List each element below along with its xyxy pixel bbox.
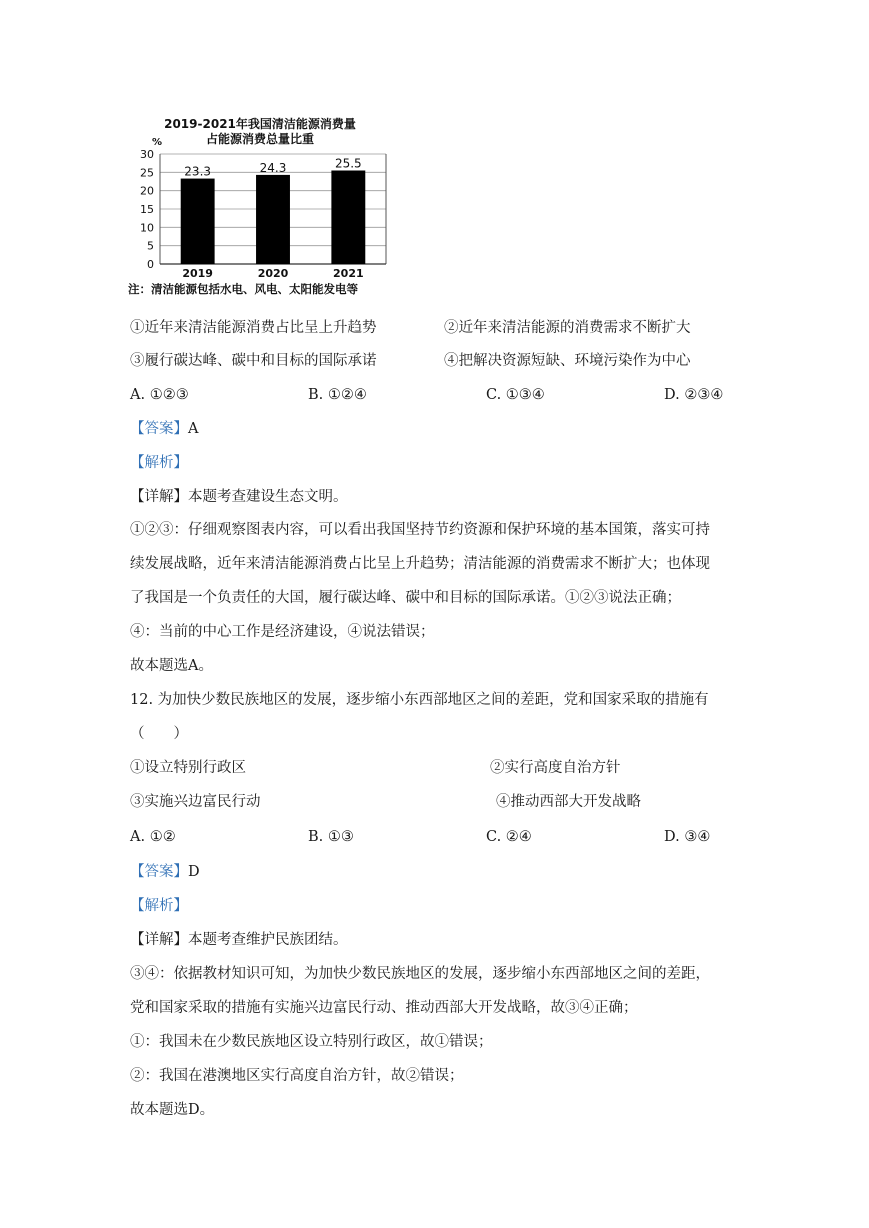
x-tick-label-2020: 2020 — [257, 267, 289, 280]
q12-paren: （ ） — [130, 726, 188, 742]
q11-answer — [130, 419, 198, 439]
y-tick-label: 25 — [140, 166, 154, 180]
q11-expl-4: ④：当前的中心工作是经济建设，④说法错误； — [130, 624, 435, 640]
q12-option-3: ③实施兴边富民行动 — [130, 794, 261, 810]
data-label-2021: 25.5 — [334, 156, 362, 171]
q11-option-2: ②近年来清洁能源的消费需求不断扩大 — [444, 320, 691, 336]
x-tick-label-2021: 2021 — [333, 267, 364, 280]
x-tick-label-2019: 2019 — [182, 267, 213, 280]
q12-stem: 12. 为加快少数民族地区的发展，逐步缩小东西部地区之间的差距，党和国家采取的措施有 — [130, 692, 709, 708]
q12-analysis-tag: 【解析】 — [130, 898, 188, 914]
chart-y-unit: % — [152, 137, 163, 148]
q11-choice-d: D. ②③④ — [664, 387, 724, 403]
y-tick-label: 20 — [140, 184, 154, 198]
q11-choice-a: A. ①②③ — [130, 387, 189, 403]
q12-expl-2: 党和国家采取的措施有实施兴边富民行动、推动西部大开发战略，故③④正确； — [130, 1000, 638, 1016]
data-label-2020: 24.3 — [259, 160, 287, 175]
chart-note: 注：清洁能源包括水电、风电、太阳能发电等 — [128, 282, 358, 296]
q11-option-1: ①近年来清洁能源消费占比呈上升趋势 — [130, 320, 377, 336]
q11-expl-2: 续发展战略，近年来清洁能源消费占比呈上升趋势；清洁能源的消费需求不断扩大；也体现 — [130, 556, 710, 572]
chart-x-ticks — [182, 267, 363, 280]
q12-option-4: ④推动西部大开发战略 — [496, 794, 641, 810]
chart-bars — [181, 171, 366, 265]
q12-option-1: ①设立特别行政区 — [130, 760, 246, 776]
answer-value: A — [188, 421, 199, 437]
q12-detail: 【详解】本题考查维护民族团结。 — [130, 932, 348, 948]
q12-expl-1: ③④：依据教材知识可知，为加快少数民族地区的发展，逐步缩小东西部地区之间的差距， — [130, 966, 710, 982]
y-tick-label: 15 — [140, 203, 154, 216]
q11-expl-3: 了我国是一个负责任的大国，履行碳达峰、碳中和目标的国际承诺。①②③说法正确； — [130, 590, 681, 606]
q12-expl-5: 故本题选D。 — [130, 1102, 215, 1118]
q12-choice-c: C. ②④ — [486, 829, 532, 845]
q11-option-3: ③履行碳达峰、碳中和目标的国际承诺 — [130, 353, 377, 369]
y-tick-label: 5 — [147, 239, 154, 253]
answer-value: D — [188, 864, 200, 880]
q12-answer — [130, 862, 200, 882]
chart-y-ticks — [140, 148, 154, 271]
q12-option-2: ②实行高度自治方针 — [490, 760, 621, 776]
q12-expl-3: ①：我国未在少数民族地区设立特别行政区，故①错误； — [130, 1034, 493, 1050]
bar-2019 — [181, 179, 215, 264]
q11-choice-c: C. ①③④ — [486, 387, 545, 403]
y-tick-label: 10 — [140, 221, 154, 235]
chart-subtitle: 占能源消费总量比重 — [205, 132, 315, 146]
bar-2020 — [256, 175, 290, 264]
q11-option-4: ④把解决资源短缺、环境污染作为中心 — [444, 353, 691, 369]
q11-choice-b: B. ①②④ — [308, 387, 367, 403]
chart-title: 2019-2021年我国清洁能源消费量 — [164, 117, 356, 131]
q11-detail: 【详解】本题考查建设生态文明。 — [130, 489, 348, 505]
answer-tag: 【答案】 — [130, 864, 188, 880]
bar-2021 — [331, 171, 365, 265]
data-label-2019: 23.3 — [184, 164, 212, 179]
q11-analysis-tag: 【解析】 — [130, 455, 188, 471]
q11-expl-5: 故本题选A。 — [130, 658, 213, 674]
q12-choice-d: D. ③④ — [664, 829, 711, 845]
q12-choice-a: A. ①② — [130, 829, 176, 845]
q12-choice-b: B. ①③ — [308, 829, 354, 845]
q12-expl-4: ②：我国在港澳地区实行高度自治方针，故②错误； — [130, 1068, 464, 1084]
clean-energy-bar-chart — [128, 112, 428, 302]
y-tick-label: 30 — [140, 148, 154, 161]
y-tick-label: 0 — [147, 258, 154, 271]
answer-tag: 【答案】 — [130, 421, 188, 437]
q11-expl-1: ①②③：仔细观察图表内容，可以看出我国坚持节约资源和保护环境的基本国策，落实可持 — [130, 522, 710, 538]
